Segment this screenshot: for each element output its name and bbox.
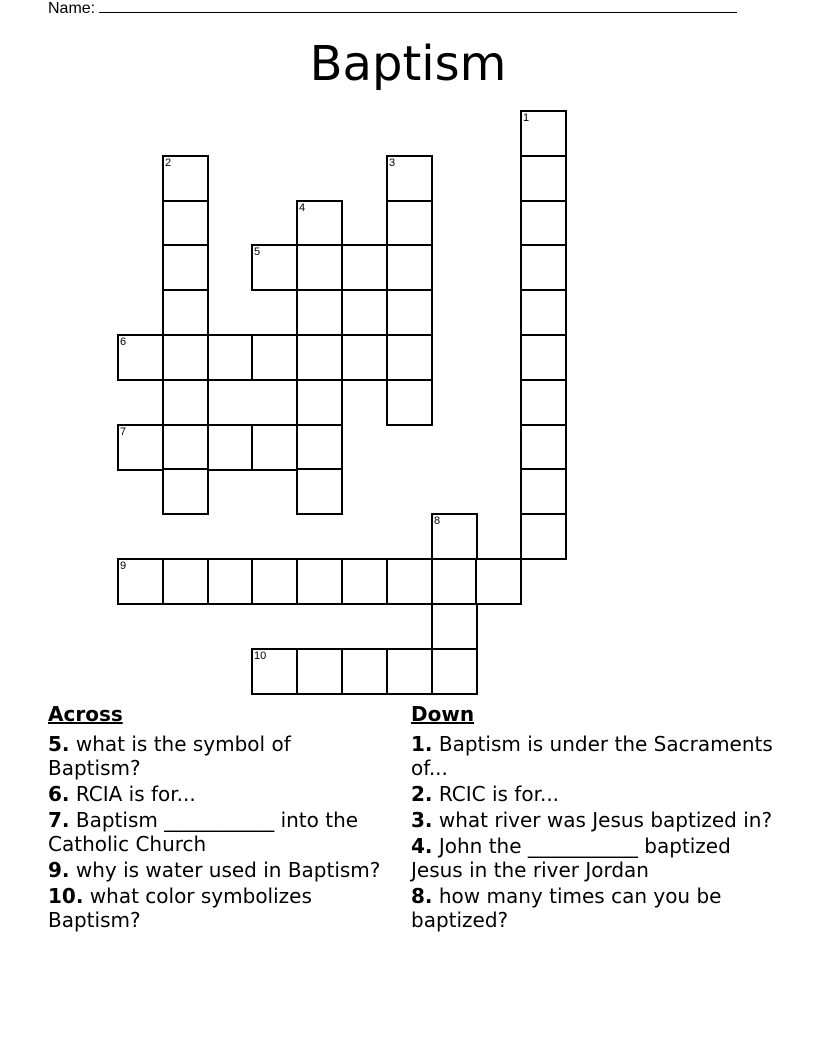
grid-cell[interactable] — [431, 603, 478, 650]
cell-number: 1 — [523, 112, 530, 124]
cell-number: 6 — [120, 336, 127, 348]
grid-cell[interactable] — [520, 468, 567, 515]
grid-cell[interactable] — [162, 468, 209, 515]
cell-number: 2 — [165, 157, 172, 169]
grid-cell[interactable] — [162, 558, 209, 605]
grid-cell[interactable] — [162, 424, 209, 471]
grid-cell[interactable] — [251, 244, 298, 291]
grid-cell[interactable] — [296, 244, 343, 291]
grid-cell[interactable] — [296, 648, 343, 695]
across-clues — [48, 702, 388, 934]
grid-cell[interactable] — [386, 334, 433, 381]
grid-cell[interactable] — [296, 558, 343, 605]
grid-cell[interactable] — [162, 289, 209, 336]
grid-cell[interactable] — [207, 334, 254, 381]
grid-cell[interactable] — [386, 200, 433, 247]
grid-cell[interactable] — [475, 558, 522, 605]
cell-number: 4 — [299, 202, 306, 214]
grid-cell[interactable] — [251, 648, 298, 695]
grid-cell[interactable] — [296, 424, 343, 471]
grid-cell[interactable] — [162, 244, 209, 291]
grid-cell[interactable] — [251, 424, 298, 471]
grid-cell[interactable] — [386, 155, 433, 202]
grid-cell[interactable] — [386, 289, 433, 336]
grid-cell[interactable] — [520, 513, 567, 560]
grid-cell[interactable] — [341, 558, 388, 605]
grid-cell[interactable] — [117, 334, 164, 381]
grid-cell[interactable] — [386, 648, 433, 695]
grid-cell[interactable] — [520, 110, 567, 157]
grid-cell[interactable] — [162, 200, 209, 247]
down-clues — [411, 702, 781, 934]
clue-across-6: 6. RCIA is for... — [48, 782, 196, 806]
grid-cell[interactable] — [341, 244, 388, 291]
grid-cell[interactable] — [386, 379, 433, 426]
clue-down-3: 3. what river was Jesus baptized in? — [411, 808, 773, 832]
grid-cell[interactable] — [207, 424, 254, 471]
cell-number: 3 — [389, 157, 396, 169]
grid-cell[interactable] — [207, 558, 254, 605]
grid-cell[interactable] — [251, 558, 298, 605]
grid-cell[interactable] — [296, 379, 343, 426]
across-heading: Across — [48, 702, 123, 726]
clue-down-1: 1. Baptism is under the Sacraments of... — [411, 732, 773, 780]
grid-cell[interactable] — [431, 648, 478, 695]
grid-cell[interactable] — [520, 244, 567, 291]
clue-across-10: 10. what color symbolizes Baptism? — [48, 884, 312, 932]
clue-across-5: 5. what is the symbol of Baptism? — [48, 732, 291, 780]
grid-cell[interactable] — [251, 334, 298, 381]
clue-across-9: 9. why is water used in Baptism? — [48, 858, 381, 882]
grid-cell[interactable] — [296, 468, 343, 515]
grid-cell[interactable] — [162, 334, 209, 381]
clue-down-2: 2. RCIC is for... — [411, 782, 560, 806]
grid-cell[interactable] — [520, 379, 567, 426]
clue-down-4: 4. John the ___________ baptized Jesus in the river Jordan — [411, 834, 731, 882]
grid-cell[interactable] — [431, 513, 478, 560]
grid-cell[interactable] — [117, 424, 164, 471]
grid-cell[interactable] — [520, 334, 567, 381]
grid-cell[interactable] — [296, 334, 343, 381]
grid-cell[interactable] — [162, 379, 209, 426]
cell-number: 9 — [120, 560, 127, 572]
cell-number: 7 — [120, 426, 127, 438]
grid-cell[interactable] — [296, 289, 343, 336]
grid-cell[interactable] — [431, 558, 478, 605]
down-heading: Down — [411, 702, 475, 726]
grid-cell[interactable] — [520, 424, 567, 471]
grid-cell[interactable] — [386, 558, 433, 605]
grid-cell[interactable] — [520, 289, 567, 336]
page-title: Baptism — [309, 36, 507, 92]
grid-cell[interactable] — [520, 155, 567, 202]
clue-across-7: 7. Baptism ___________ into the Catholic Church — [48, 808, 359, 856]
cell-number: 5 — [254, 246, 261, 258]
grid-cell[interactable] — [520, 200, 567, 247]
grid-cell[interactable] — [162, 155, 209, 202]
cell-number: 10 — [254, 650, 267, 662]
grid-cell[interactable] — [386, 244, 433, 291]
grid-cell[interactable] — [341, 334, 388, 381]
clue-down-8: 8. how many times can you be baptized? — [411, 884, 722, 932]
cell-number: 8 — [434, 515, 441, 527]
grid-cell[interactable] — [341, 648, 388, 695]
grid-cell[interactable] — [117, 558, 164, 605]
grid-cell[interactable] — [296, 200, 343, 247]
name-label: Name: — [48, 0, 96, 17]
